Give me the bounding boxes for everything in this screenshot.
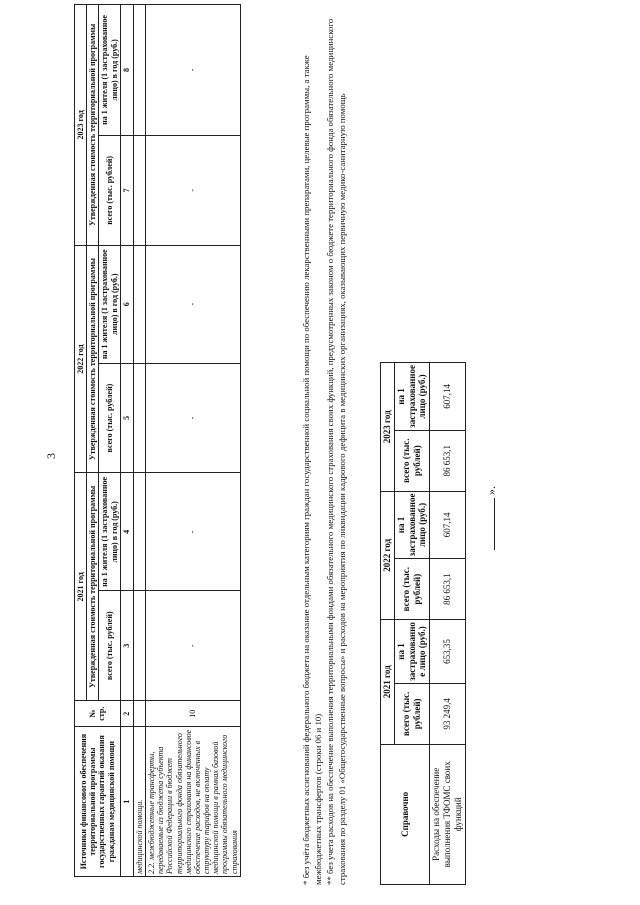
cell-value [133,245,145,363]
footnote-2: ** без учета расходов на обеспечение выполнения территориальными фондами обязательного медицинского страхования своих функций, предусмотренных законом о бюджете территориального фонда обязательного медицинского страхования по разделу 01 «Общегосударственные вопросы» и расходов на мероприятия по ликвидации кадрового дефицита в медицинских организациях, оказывающих первичную медико-санитарную помощь [325,18,348,885]
row-source-label: 2.2. межбюджетные трансферты, передаваемые из бюджета субъекта Российской Федерации в бюджет территориального фонда обязательного медицинского страхования на финансовое обеспечение расходов, не включенных в структуру тарифов на оплату медицинской помощи в рамках базовой программы обязательного медицинского страхования [145,727,240,877]
cell-value [133,135,145,245]
financing-table [74,4,241,877]
closing-underline [494,498,495,550]
ref-header-year-2023: 2023 год [381,363,395,492]
header-year-2022: 2022 год [75,245,87,473]
header-approved-cost-2023: Утвержденная стоимость территориальной программы [87,5,99,246]
column-number: 1 [120,727,133,877]
column-number: 3 [120,591,133,701]
cell-value: 86 653,1 [430,430,465,491]
column-number: 4 [120,473,133,591]
header-total-2023: всего (тыс. рублей) [99,135,120,245]
column-number: 6 [120,245,133,363]
page-number: 3 [44,453,58,459]
header-per-capita-2023: на 1 жителя (1 застрахованное лицо) в год (руб.) [99,5,120,136]
footnote-1: * без учёта бюджетных ассигнований федерального бюджета на оказание отдельным категориям граждан государственной социальной помощи по обеспечению лекарственными препаратами, целевые программы, а также межбюджетных трансфертов (строки 06 и 10) [301,55,324,885]
table-row [133,5,145,877]
cell-value: 607,14 [430,363,465,431]
header-per-capita-2022: на 1 жителя (1 застрахованное лицо) в год (руб.) [99,245,120,363]
ref-header-label: Справочно [381,744,430,884]
column-number: 2 [120,701,133,727]
header-approved-cost-2022: Утвержденная стоимость территориальной программы [87,245,99,473]
header-source: Источники финансового обеспечения территориальной программы государственных гарантий оказания гражданам медицинской помощи [75,727,121,877]
ref-header-year-2021: 2021 год [381,620,395,745]
header-total-2022: всего (тыс. рублей) [99,363,120,473]
header-per-capita-2021: на 1 жителя (1 застрахованное лицо) в год (руб.) [99,473,120,591]
cell-value: - [145,5,240,136]
row-source-label: медицинской помощи. [133,727,145,877]
header-total-2021: всего (тыс. рублей) [99,591,120,701]
column-number: 8 [120,5,133,136]
cell-value: - [145,473,240,591]
ref-header-total-2022: всего (тыс. рублей) [394,559,429,620]
ref-header-per-capita-2023: на 1 застрахованное лицо (руб.) [394,363,429,431]
header-year-2021: 2021 год [75,473,87,701]
ref-header-total-2021: всего (тыс. рублей) [394,683,429,744]
header-row-number: № стр. [75,701,121,727]
cell-value [133,363,145,473]
row-number [133,701,145,727]
cell-value: - [145,363,240,473]
cell-value: 653,35 [430,620,465,684]
cell-value: - [145,135,240,245]
footnotes [300,15,349,885]
column-number: 7 [120,135,133,245]
ref-header-per-capita-2021: на 1 застрахованно е лицо (руб.) [394,620,429,684]
cell-value: 86 653,1 [430,559,465,620]
column-number: 5 [120,363,133,473]
reference-table [380,362,466,885]
ref-row-label: Расходы на обеспечение выполнения ТФОМС своих функций [430,744,465,884]
cell-value [133,473,145,591]
closing-mark [484,486,499,550]
header-approved-cost-2021: Утвержденная стоимость территориальной программы [87,473,99,701]
cell-value: - [145,245,240,363]
ref-header-per-capita-2022: на 1 застрахованное лицо (руб.) [394,491,429,559]
column-number-row [120,5,133,877]
ref-header-total-2023: всего (тыс. рублей) [394,430,429,491]
table-row [430,363,465,885]
row-number: 10 [145,701,240,727]
table-row [145,5,240,877]
closing-quote: ». [484,486,498,495]
ref-header-year-2022: 2022 год [381,491,395,619]
cell-value: 93 249,4 [430,683,465,744]
cell-value [133,5,145,136]
header-year-2023: 2023 год [75,5,87,246]
cell-value [133,591,145,701]
cell-value: - [145,591,240,701]
cell-value: 607,14 [430,491,465,559]
